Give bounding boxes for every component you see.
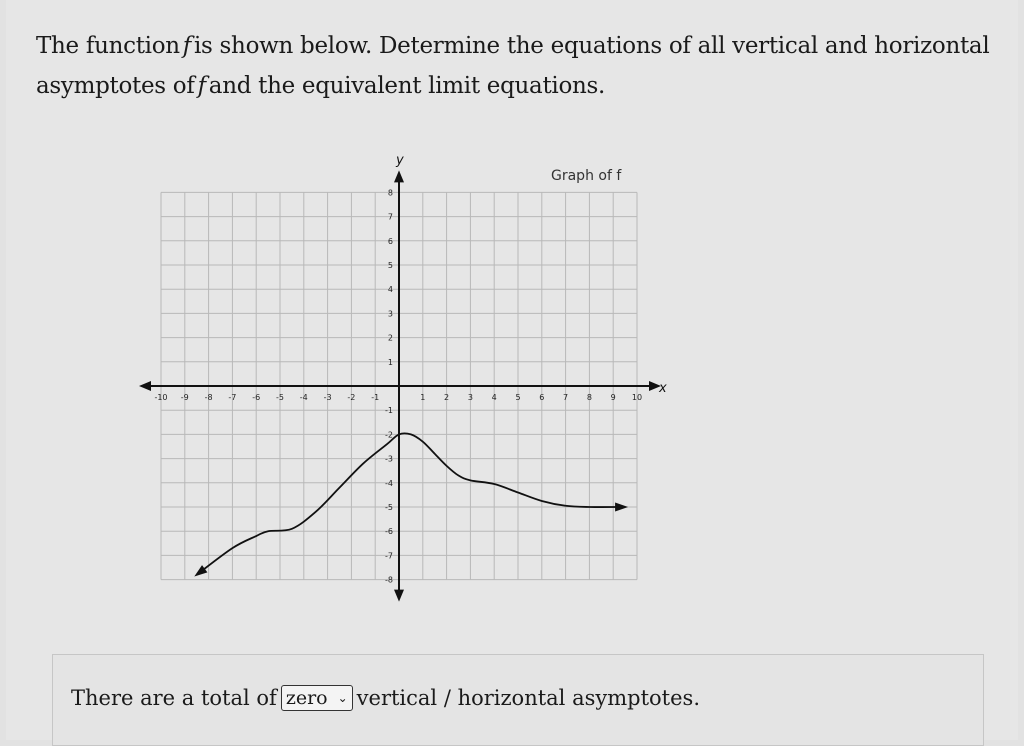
question-part3: and the equivalent limit equations. (208, 73, 606, 99)
curve-arrow-right (615, 503, 628, 512)
y-tick-label: 8 (387, 188, 393, 198)
x-tick-label: -4 (299, 393, 308, 402)
chevron-down-icon: ⌄ (337, 691, 348, 705)
y-tick-label: 3 (387, 309, 393, 319)
y-axis-arrow-down (394, 590, 404, 602)
y-tick-label: -6 (385, 527, 393, 537)
y-tick-label: -4 (385, 478, 393, 488)
y-tick-label: -1 (385, 406, 393, 416)
function-symbol: f (182, 33, 191, 59)
graph-title: Graph of f (551, 168, 622, 184)
axes (139, 170, 661, 601)
graph-of-f (131, 150, 691, 610)
x-tick-label: -9 (180, 393, 189, 402)
answer-panel (52, 654, 984, 746)
x-axis-label: x (659, 381, 667, 396)
y-tick-label: 4 (387, 285, 393, 295)
answer-suffix: vertical / horizontal asymptotes. (356, 686, 700, 710)
y-tick-label: 7 (387, 212, 393, 222)
x-tick-label: 10 (631, 393, 643, 402)
y-tick-label: -2 (385, 430, 393, 440)
answer-prefix: There are a total of (71, 686, 277, 710)
y-axis-arrow-up (394, 170, 404, 182)
x-tick-label: -10 (154, 393, 168, 402)
x-tick-label: 3 (467, 393, 473, 402)
app-frame (6, 0, 1018, 740)
x-tick-label: 4 (491, 393, 497, 402)
question-text (36, 26, 1006, 106)
x-tick-label: 9 (610, 393, 616, 402)
x-tick-label: -5 (276, 393, 284, 402)
function-curve (197, 433, 625, 574)
x-tick-label: -3 (323, 393, 332, 402)
curve-arrow-left (194, 565, 207, 576)
x-tick-label: 8 (586, 393, 592, 402)
y-tick-label: -7 (385, 551, 393, 561)
x-tick-label: 5 (515, 393, 521, 402)
y-tick-label: 1 (387, 357, 393, 367)
x-tick-label: -2 (347, 393, 356, 402)
y-tick-label: 5 (387, 261, 393, 270)
function-symbol-2: f (197, 73, 206, 99)
answer-sentence (71, 685, 700, 711)
x-tick-label: 1 (420, 393, 426, 402)
x-tick-label: -7 (228, 393, 237, 402)
x-tick-label: 7 (563, 393, 569, 402)
y-axis-label: y (396, 153, 404, 168)
y-tick-label: -5 (385, 503, 393, 512)
question-part2: is shown below. Determine the equations of all vertical and horizontal asymptotes of (36, 33, 990, 99)
x-tick-label: -6 (252, 393, 261, 402)
asymptote-count-select[interactable] (281, 685, 353, 711)
x-tick-label: -1 (371, 393, 380, 402)
x-tick-label: 2 (444, 393, 450, 402)
y-tick-label: 6 (387, 236, 393, 246)
y-tick-label: -8 (385, 575, 393, 585)
x-tick-label: -8 (204, 393, 213, 402)
y-tick-label: 2 (387, 333, 393, 343)
x-axis-arrow-left (139, 381, 151, 391)
y-tick-label: -3 (385, 454, 393, 464)
x-tick-label: 6 (539, 393, 545, 402)
question-part1: The function (36, 33, 180, 59)
asymptote-count-value: zero (285, 687, 328, 709)
